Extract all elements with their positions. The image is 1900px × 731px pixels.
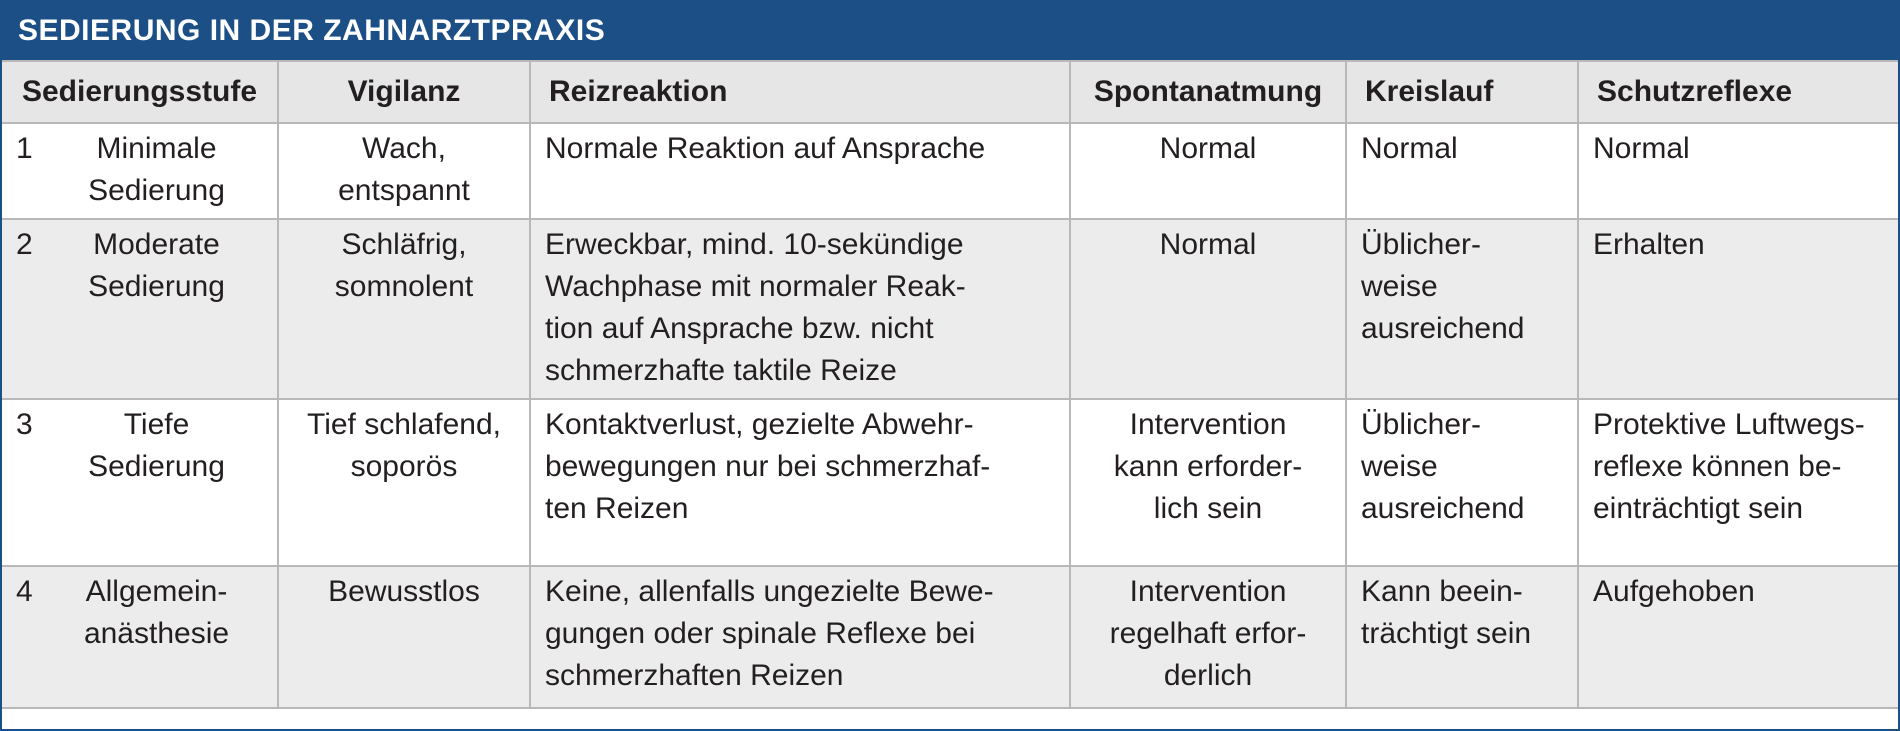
cell-sedierungsstufe — [2, 399, 278, 566]
header-sedierungsstufe: Sedierungsstufe — [2, 61, 278, 123]
cell-kreislauf — [1346, 399, 1578, 566]
cell-line: Erhalten — [1593, 228, 1705, 261]
table-title: SEDIERUNG IN DER ZAHNARZTPRAXIS — [2, 2, 1898, 60]
cell-sedierungsstufe — [2, 219, 278, 399]
cell-line: Intervention — [1129, 408, 1287, 441]
cell-line: Bewusstlos — [328, 575, 480, 608]
cell-sedierungsstufe — [2, 566, 278, 708]
cell-line: schmerzhafte taktile Reize — [545, 354, 897, 387]
cell-schutzreflexe — [1578, 399, 1898, 566]
cell-reizreaktion — [530, 399, 1070, 566]
cell-kreislauf — [1346, 219, 1578, 399]
cell-line: bewegungen nur bei schmerzhaf- — [545, 450, 991, 483]
cell-spontanatmung — [1070, 399, 1346, 566]
cell-line: Erweckbar, mind. 10-sekündige — [545, 228, 964, 261]
cell-line: somnolent — [334, 270, 474, 303]
cell-line: Moderate — [93, 228, 220, 261]
header-row — [2, 61, 1898, 123]
cell-line: lich sein — [1153, 492, 1263, 525]
cell-line: ausreichend — [1361, 492, 1525, 525]
cell-line: ten Reizen — [545, 492, 689, 525]
cell-line: weise — [1361, 450, 1438, 483]
cell-line: Kann beein- — [1361, 575, 1523, 608]
table-row — [2, 123, 1898, 219]
cell-line: Protektive Luftwegs- — [1593, 408, 1865, 441]
stage-number: 1 — [16, 132, 33, 165]
cell-line: Minimale — [96, 132, 217, 165]
cell-line: Normal — [1159, 228, 1257, 261]
cell-sedierungsstufe — [2, 123, 278, 219]
cell-line: Sedierung — [88, 270, 225, 303]
header-spontanatmung: Spontanatmung — [1070, 61, 1346, 123]
cell-line: Üblicher- — [1361, 408, 1482, 441]
cell-vigilanz — [278, 219, 530, 399]
cell-line: reflexe können be- — [1593, 450, 1842, 483]
table-row — [2, 566, 1898, 708]
cell-schutzreflexe — [1578, 566, 1898, 708]
cell-line: Normal — [1361, 132, 1458, 165]
cell-line: Tiefe — [123, 408, 190, 441]
cell-line: regelhaft erfor- — [1109, 617, 1307, 650]
stage-number: 3 — [16, 408, 33, 441]
cell-line: tion auf Ansprache bzw. nicht — [545, 312, 934, 345]
cell-line: Wach, — [362, 132, 446, 165]
cell-line: anästhesie — [83, 617, 230, 650]
cell-spontanatmung — [1070, 123, 1346, 219]
stage-number: 2 — [16, 228, 33, 261]
cell-schutzreflexe — [1578, 219, 1898, 399]
cell-vigilanz — [278, 566, 530, 708]
cell-line: Sedierung — [88, 450, 225, 483]
cell-line: soporös — [350, 450, 458, 483]
cell-line: Normal — [1593, 132, 1690, 165]
cell-kreislauf — [1346, 123, 1578, 219]
cell-vigilanz — [278, 123, 530, 219]
cell-line: derlich — [1163, 659, 1253, 692]
cell-line: Keine, allenfalls ungezielte Bewe- — [545, 575, 994, 608]
cell-line: Üblicher- — [1361, 228, 1482, 261]
cell-line: Allgemein- — [85, 575, 228, 608]
cell-line: schmerzhaften Reizen — [545, 659, 844, 692]
cell-vigilanz — [278, 399, 530, 566]
cell-spontanatmung — [1070, 219, 1346, 399]
cell-line: kann erforder- — [1113, 450, 1303, 483]
header-vigilanz: Vigilanz — [278, 61, 530, 123]
cell-line: Normale Reaktion auf Ansprache — [545, 132, 986, 165]
cell-reizreaktion — [530, 219, 1070, 399]
cell-schutzreflexe — [1578, 123, 1898, 219]
cell-line: Sedierung — [88, 174, 225, 207]
cell-line: einträchtigt sein — [1593, 492, 1804, 525]
header-kreislauf: Kreislauf — [1346, 61, 1578, 123]
cell-line: Wachphase mit normaler Reak- — [545, 270, 966, 303]
cell-line: entspannt — [338, 174, 470, 207]
table-row — [2, 399, 1898, 566]
cell-reizreaktion — [530, 566, 1070, 708]
cell-kreislauf — [1346, 566, 1578, 708]
header-schutzreflexe: Schutzreflexe — [1578, 61, 1898, 123]
cell-line: Tief schlafend, — [307, 408, 501, 441]
cell-line: weise — [1361, 270, 1438, 303]
header-reizreaktion: Reizreaktion — [530, 61, 1070, 123]
cell-line: trächtigt sein — [1361, 617, 1532, 650]
sedation-table — [2, 60, 1898, 709]
cell-line: Aufgehoben — [1593, 575, 1755, 608]
cell-line: Normal — [1159, 132, 1257, 165]
cell-spontanatmung — [1070, 566, 1346, 708]
cell-line: Intervention — [1129, 575, 1287, 608]
cell-line: ausreichend — [1361, 312, 1525, 345]
cell-line: Schläfrig, — [341, 228, 467, 261]
cell-line: gungen oder spinale Reflexe bei — [545, 617, 976, 650]
stage-number: 4 — [16, 575, 33, 608]
table-row — [2, 219, 1898, 399]
cell-line: Kontaktverlust, gezielte Abwehr- — [545, 408, 974, 441]
cell-reizreaktion — [530, 123, 1070, 219]
